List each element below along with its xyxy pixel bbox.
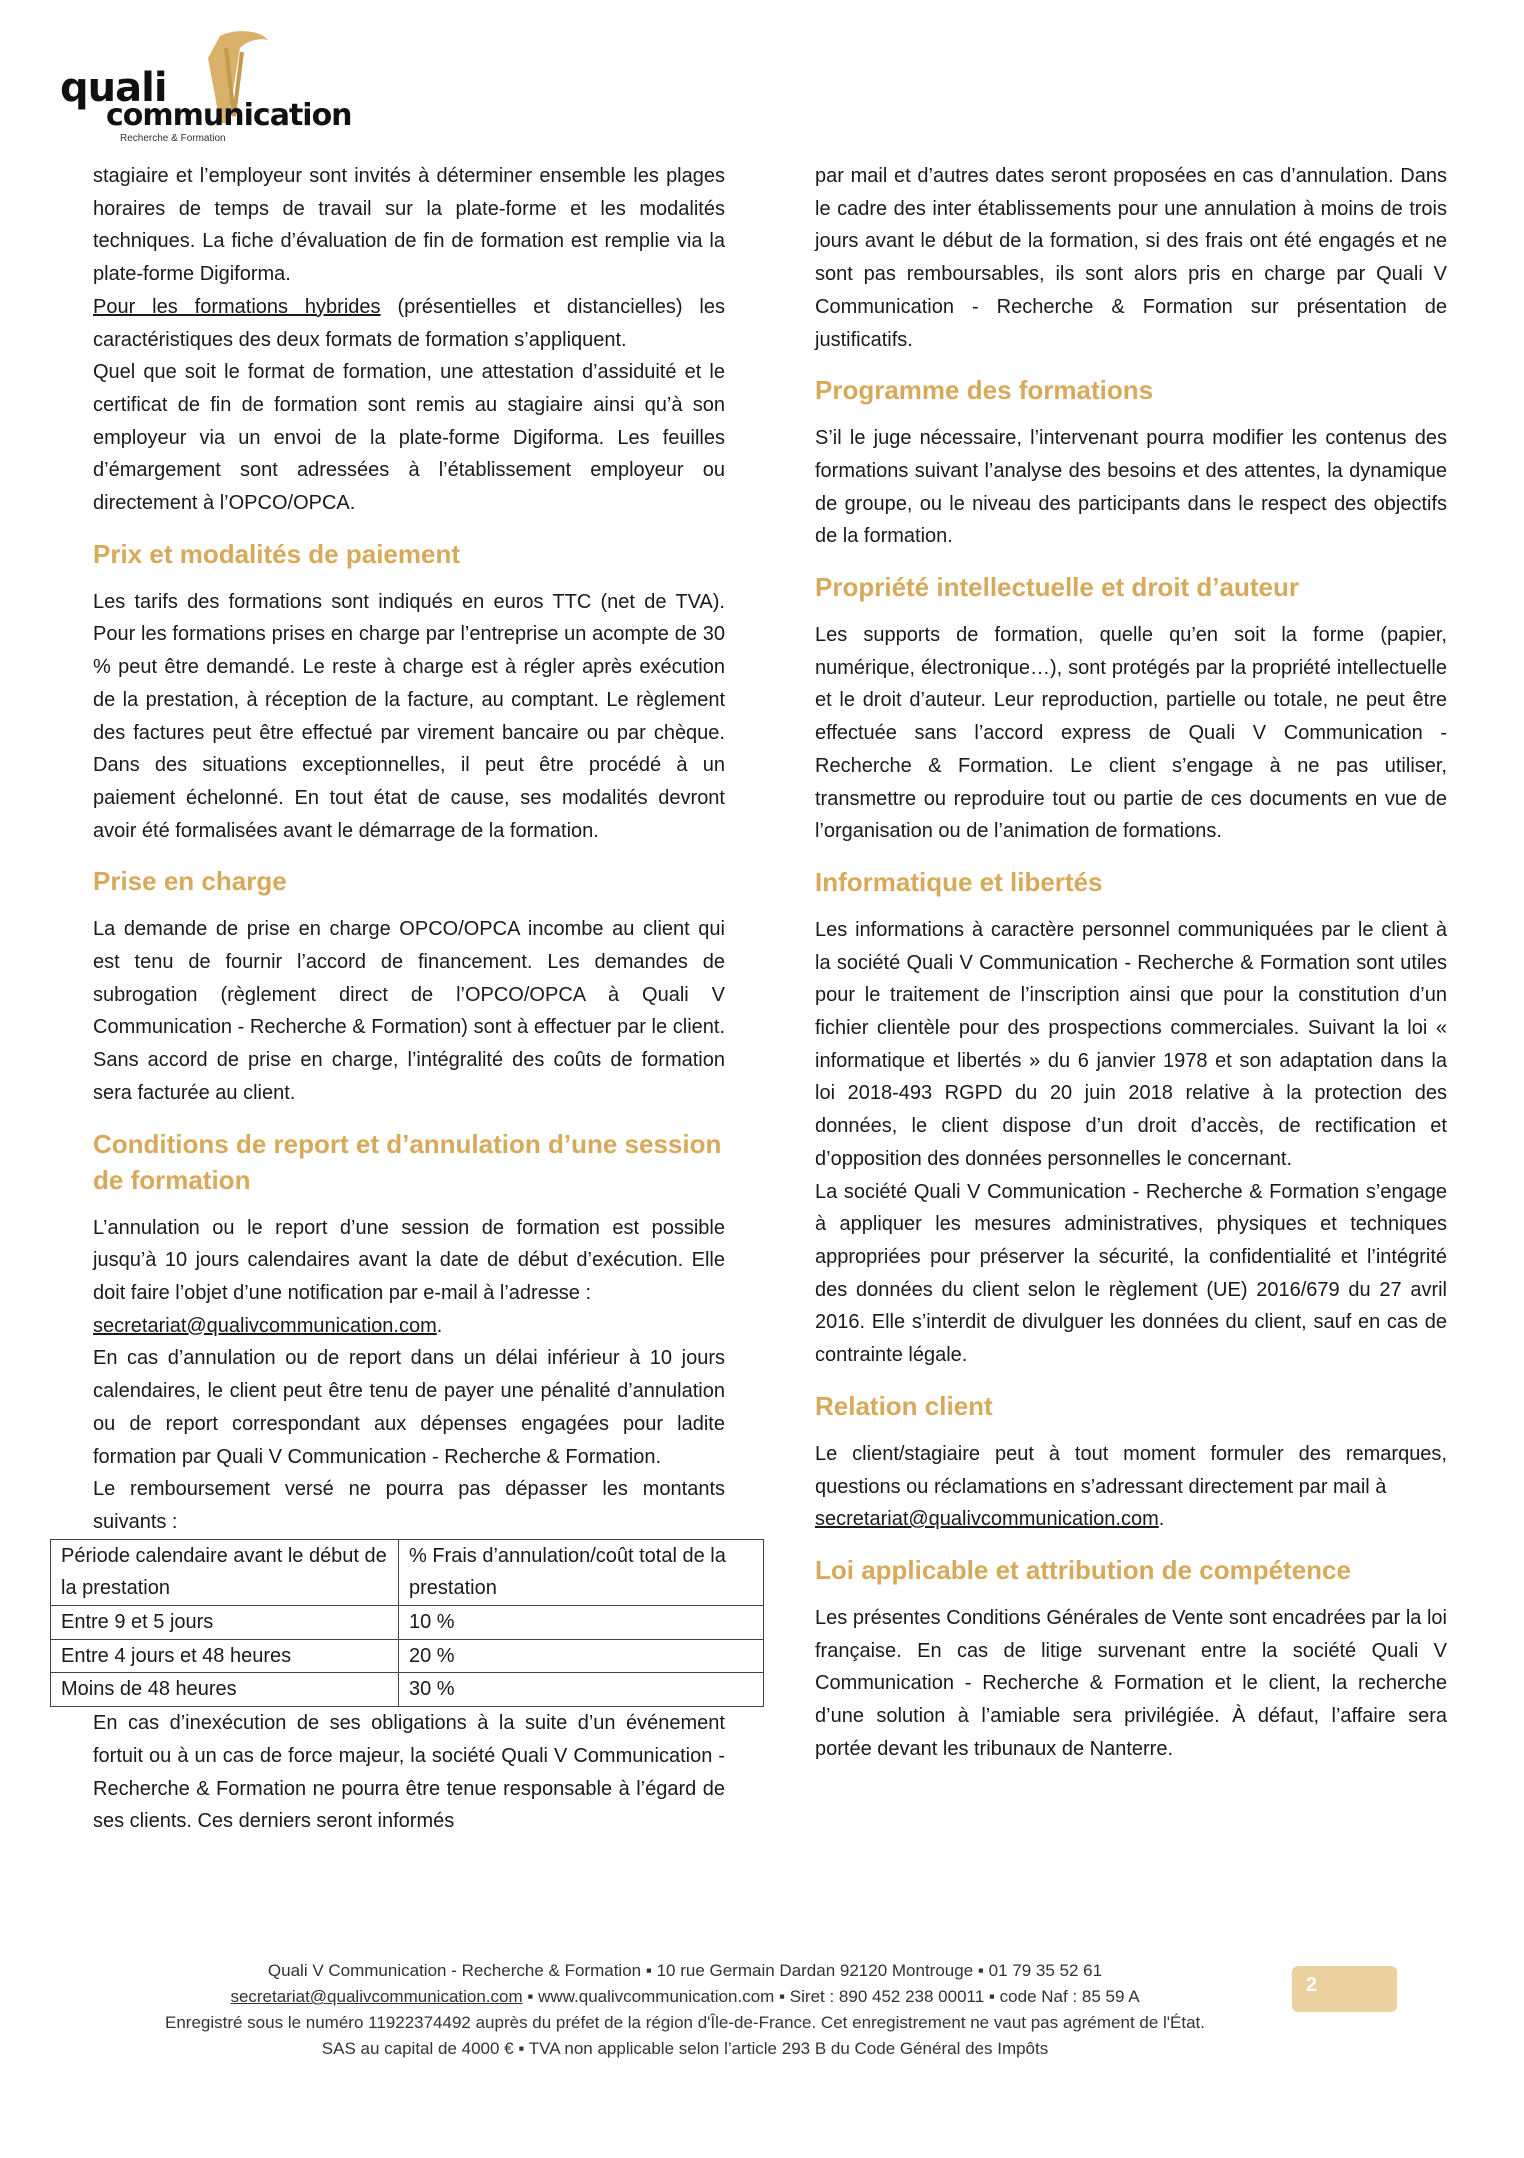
paragraph-report-1: L’annulation ou le report d’une session de formation est possible jusqu’à 10 jours calendaires avant la date de début d’exécution. Elle doit faire l’objet d’une notification par e-mail à l’adresse : (93, 1216, 725, 1304)
hybrid-rest: (présentielles et distancielles) les caractéristiques des deux formats de formation s’appliquent. (93, 295, 725, 351)
footer-contact-rest: ▪ www.qualivcommunication.com ▪ Siret : 890 452 238 00011 ▪ code Naf : 85 59 A (522, 1987, 1140, 2006)
heading-programme: Programme des formations (815, 375, 1154, 406)
right-column (815, 160, 1447, 1765)
heading-prise-en-charge: Prise en charge (93, 866, 287, 897)
email-link[interactable]: secretariat@qualivcommunication.com (93, 1314, 437, 1337)
table-row (51, 1673, 764, 1707)
footer-line-address: Quali V Communication - Recherche & Formation ▪ 10 rue Germain Dardan 92120 Montrouge ▪ 01 79 35 52 61 (267, 1961, 1103, 1980)
paragraph-force-majeure: En cas d’inexécution de ses obligations à la suite d’un événement fortuit ou à un cas de force majeur, la société Quali V Communication - Recherche & Formation ne pourra être tenue responsable à l’égard de ses clients. Ces derniers seront informés (93, 1712, 725, 1833)
heading-prix: Prix et modalités de paiement (93, 538, 461, 569)
logo-wordmark-communication: communication (106, 98, 352, 133)
table-cell: 30 % (399, 1673, 764, 1707)
paragraph-report-3: Le remboursement versé ne pourra pas dépasser les montants suivants : (93, 1478, 725, 1533)
heading-relation-client: Relation client (815, 1390, 993, 1421)
table-row (51, 1639, 764, 1673)
table-cell: Moins de 48 heures (51, 1673, 399, 1707)
email-suffix: . (436, 1314, 443, 1337)
left-column (61, 160, 726, 1838)
table-header-row (51, 1539, 764, 1605)
page-footer (0, 1958, 1370, 2062)
heading-report: Conditions de report et d’annulation d’une session de formation (93, 1128, 722, 1195)
heading-informatique: Informatique et libertés (815, 866, 1103, 897)
paragraph-email (93, 1310, 725, 1343)
footer-line-registration: Enregistré sous le numéro 11922374492 auprès du préfet de la région d'Île-de-France. Cet enregistrement ne vaut pas agrément de l'État. (164, 2013, 1206, 2032)
table-cell: 10 % (399, 1606, 764, 1640)
heading-propriete: Propriété intellectuelle et droit d’auteur (815, 572, 1299, 603)
heading-loi-applicable: Loi applicable et attribution de compétence (815, 1554, 1351, 1585)
paragraph-prise-en-charge: La demande de prise en charge OPCO/OPCA incombe au client qui est tenu de fournir l’accord de financement. Les demandes de subrogation (règlement direct de l’OPCO/OPCA à Quali V Communication - Recherche & Formation) sont à effectuer par le client. Sans accord de prise en charge, l’intégralité des coûts de formation sera facturée au client. (93, 918, 725, 1104)
table-header-cell: Période calendaire avant le début de la prestation (51, 1539, 399, 1605)
footer-email-link[interactable]: secretariat@qualivcommunication.com (230, 1987, 523, 2006)
paragraph-format: Quel que soit le format de formation, une attestation d’assiduité et le certificat de fin de formation sont remis au stagiaire ainsi qu’à son employeur via un envoi de la plate-forme Digiforma. Les feuilles d’émargement sont adressées à l’établissement employeur ou directement à l’OPCO/OPCA. (93, 361, 725, 515)
paragraph-prix: Les tarifs des formations sont indiqués en euros TTC (net de TVA). Pour les formations prises en charge par l’entreprise un acompte de 30 % peut être demandé. Le reste à charge est à régler après exécution de la prestation, à réception de la facture, au comptant. Le règlement des factures peut être effectué par virement bancaire ou par chèque. Dans des situations exceptionnelles, il peut être procédé à un paiement échelonné. En tout état de cause, ses modalités devront avoir été formalisées avant le démarrage de la formation. (93, 590, 725, 842)
paragraph-propriete: Les supports de formation, quelle qu’en soit la forme (papier, numérique, électronique…), sont protégés par la propriété intellectuelle et le droit d’auteur. Leur reproduction, partielle ou totale, ne peut être effectuée sans l’accord express de Quali V Communication - Recherche & Formation. Le client s’engage à ne pas utiliser, transmettre ou reproduire tout ou partie de ces documents en vue de l’organisation ou de l’animation de formations. (815, 624, 1447, 843)
relation-email-suffix: . (1158, 1508, 1165, 1531)
paragraph-programme: S’il le juge nécessaire, l’intervenant pourra modifier les contenus des formations suivant l’analyse des besoins et des attentes, la dynamique de groupe, ou le niveau des participants dans le respect des objectifs de la formation. (815, 427, 1447, 548)
footer-line-contact (0, 1984, 1370, 2010)
page-number: 2 (1306, 1974, 1318, 1996)
cancellation-table (50, 1539, 764, 1708)
logo-wordmark-quali: quali (60, 65, 167, 111)
paragraph-continuation: par mail et d’autres dates seront proposées en cas d’annulation. Dans le cadre des inter établissements pour une annulation à moins de trois jours avant le début de la formation, si des frais ont été engagés et ne sont pas remboursables, ils sont alors pris en charge par Quali V Communication - Recherche & Formation sur présentation de justificatifs. (815, 165, 1447, 351)
paragraph-report-2: En cas d’annulation ou de report dans un délai inférieur à 10 jours calendaires, le client peut être tenu de payer une pénalité d’annulation ou de report correspondant aux dépenses engagées pour ladite formation par Quali V Communication - Recherche & Formation. (93, 1347, 725, 1468)
table-cell: Entre 9 et 5 jours (51, 1606, 399, 1640)
paragraph-informatique-1: Les informations à caractère personnel communiquées par le client à la société Quali V Communication - Recherche & Formation sont utiles pour le traitement de l’inscription ainsi que pour la constitution d’un fichier clientèle pour des prospections commerciales. Suivant la loi « informatique et libertés » du 6 janvier 1978 et son adaptation dans la loi 2018-493 RGPD du 20 juin 2018 relative à la protection des données, le client dispose d’un droit d’accès, de rectification et d’opposition des données personnelles le concernant. (815, 918, 1447, 1170)
paragraph-intro: stagiaire et l’employeur sont invités à déterminer ensemble les plages horaires de temps de travail sur la plate-forme et les modalités techniques. La fiche d’évaluation de fin de formation est remplie via la plate-forme Digiforma. (93, 165, 725, 286)
paragraph-loi-applicable: Les présentes Conditions Générales de Vente sont encadrées par la loi française. En cas de litige survenant entre la société Quali V Communication - Recherche & Formation et le client, la recherche d’une solution à l’amiable sera privilégiée. À défaut, l’affaire sera portée devant les tribunaux de Nanterre. (815, 1606, 1447, 1760)
company-logo (60, 28, 352, 148)
paragraph-hybrid (93, 291, 725, 356)
footer-line-capital: SAS au capital de 4000 € ▪ TVA non applicable selon l’article 293 B du Code Général des Impôts (321, 2039, 1049, 2058)
table-row (51, 1606, 764, 1640)
page-number-badge (1292, 1966, 1397, 2012)
paragraph-relation-client: Le client/stagiaire peut à tout moment formuler des remarques, questions ou réclamations en s’adressant directement par mail à (815, 1442, 1447, 1498)
hybrid-underline: Pour les formations hybrides (93, 295, 381, 318)
table-cell: 20 % (399, 1639, 764, 1673)
logo-tagline: Recherche & Formation (120, 133, 226, 144)
paragraph-relation-email (815, 1503, 1447, 1536)
table-header-cell: % Frais d’annulation/coût total de la prestation (399, 1539, 764, 1605)
paragraph-informatique-2: La société Quali V Communication - Recherche & Formation s’engage à appliquer les mesures administratives, physiques et techniques appropriées pour préserver la sécurité, la confidentialité et l’intégrité des données du client selon le règlement (UE) 2016/679 du 27 avril 2016. Elle s’interdit de divulguer les données du client, sauf en cas de contrainte légale. (815, 1180, 1447, 1367)
table-cell: Entre 4 jours et 48 heures (51, 1639, 399, 1673)
relation-email-link[interactable]: secretariat@qualivcommunication.com (815, 1508, 1159, 1531)
